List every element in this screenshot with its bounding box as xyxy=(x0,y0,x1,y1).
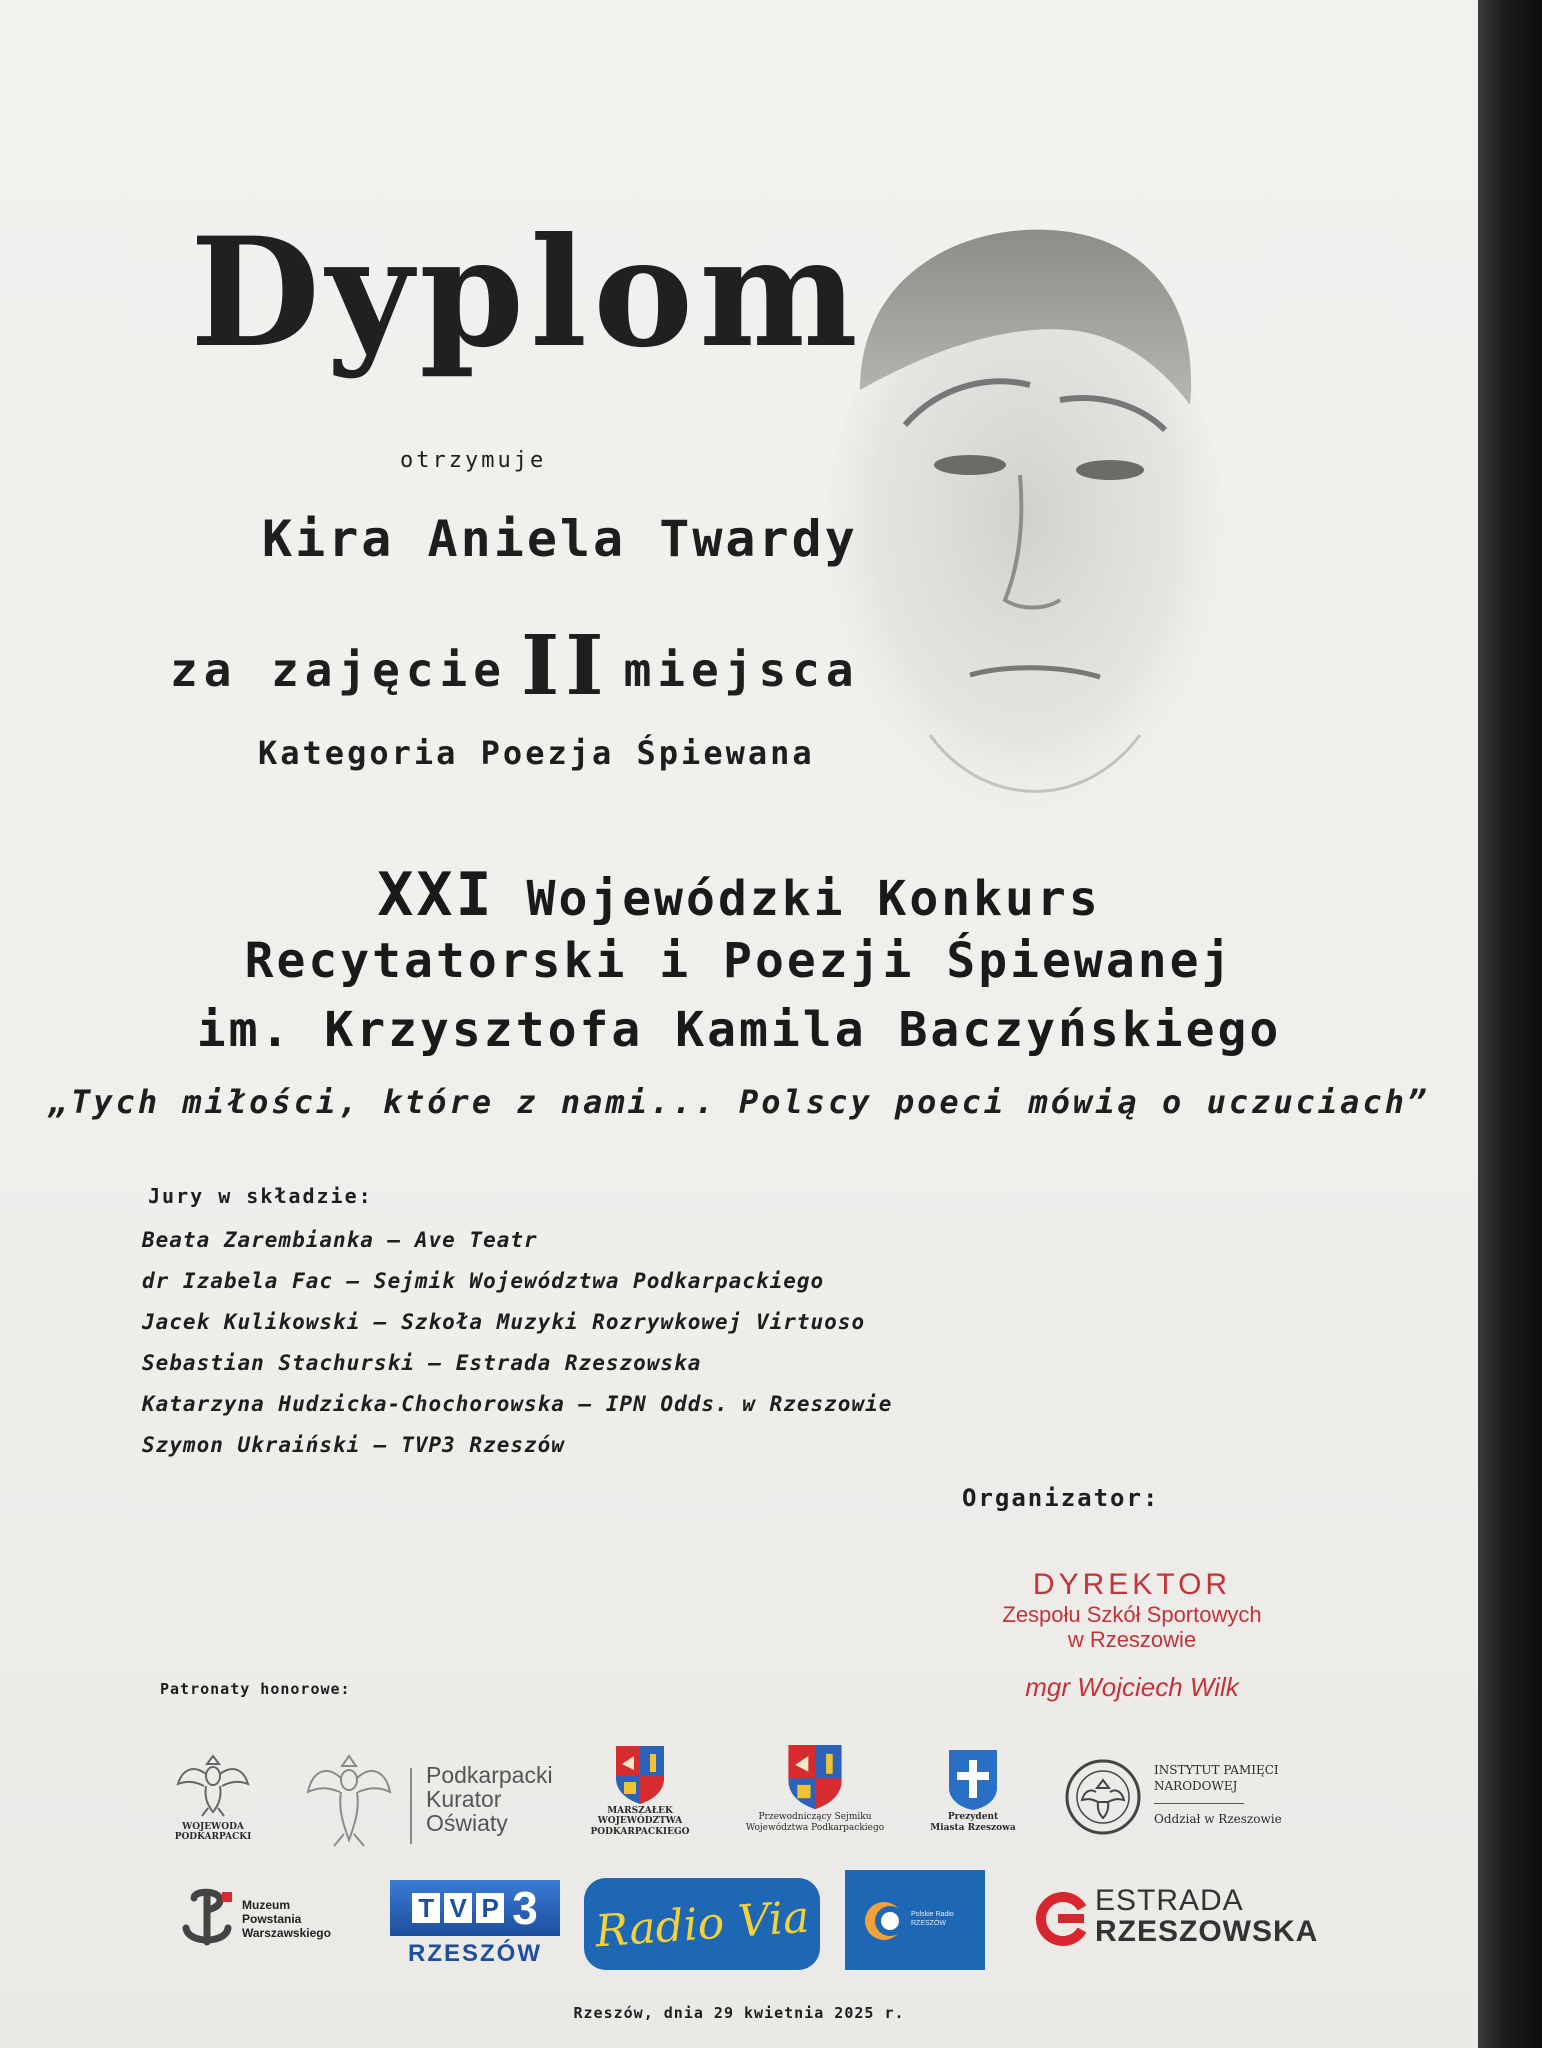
jury-member: Jacek Kulikowski – Szkoła Muzyki Rozrywkowej Virtuoso xyxy=(142,1310,866,1334)
jury-member: Beata Zarembianka – Ave Teatr xyxy=(142,1228,538,1252)
kurator-logo-text xyxy=(426,1763,553,1835)
jury-list xyxy=(142,1228,892,1474)
radio-via-logo xyxy=(584,1878,820,1970)
jury-heading: Jury w składzie: xyxy=(148,1184,373,1208)
tvp-letter: T xyxy=(412,1893,440,1923)
eagle-emblem-icon xyxy=(158,1750,268,1818)
prezydent-caption-2: Miasta Rzeszowa xyxy=(930,1822,1016,1833)
tvp3-logo xyxy=(390,1880,560,1978)
stamp-line-1: DYREKTOR xyxy=(1032,1568,1232,1601)
polskie-radio-logo xyxy=(845,1870,985,1970)
museum-line-1: Muzeum xyxy=(242,1898,290,1912)
patrons-heading: Patronaty honorowe: xyxy=(160,1680,351,1698)
podkarpackie-crest-icon xyxy=(784,1740,846,1812)
sejmik-logo xyxy=(735,1740,895,1834)
estrada-logo-text xyxy=(1095,1886,1318,1947)
estrada-line-1: ESTRADA xyxy=(1095,1884,1244,1917)
jury-member: Sebastian Stachurski – Estrada Rzeszowska xyxy=(142,1351,702,1375)
receives-label: otrzymuje xyxy=(400,448,547,473)
contest-line-1 xyxy=(0,860,1478,930)
sejmik-caption-1: Przewodniczący Sejmiku xyxy=(758,1812,872,1822)
museum-line-2: Powstania xyxy=(242,1911,302,1926)
category-label: Kategoria Poezja Śpiewana xyxy=(258,734,815,772)
kurator-line-2: Kurator xyxy=(426,1786,502,1813)
tvp-city: RZESZÓW xyxy=(408,1940,542,1967)
kurator-divider xyxy=(410,1768,412,1844)
place-number: II xyxy=(520,618,610,714)
kurator-line-3: Oświaty xyxy=(426,1810,508,1837)
prr-text xyxy=(911,1910,954,1928)
marszalek-logo xyxy=(570,1742,710,1837)
ipn-line-2: NARODOWEJ xyxy=(1154,1779,1238,1794)
estrada-line-2: RZESZOWSKA xyxy=(1095,1914,1319,1948)
stamp-line-3: w Rzeszowie xyxy=(1067,1627,1197,1652)
anchor-icon xyxy=(178,1888,236,1950)
organizer-heading: Organizator: xyxy=(962,1484,1160,1512)
prezydent-logo xyxy=(920,1748,1026,1834)
marszalek-caption-1: MARSZAŁEK xyxy=(607,1806,673,1816)
contest-motto: „Tych miłości, które z nami... Polscy poeci mówią o uczuciach” xyxy=(48,1083,1430,1121)
marszalek-caption-3: PODKARPACKIEGO xyxy=(590,1826,690,1837)
museum-logo-text xyxy=(242,1899,331,1940)
museum-line-3: Warszawskiego xyxy=(242,1925,331,1940)
place-prefix: za zajęcie xyxy=(170,643,507,697)
contest-line-2: Recytatorski i Poezji Śpiewanej xyxy=(244,933,1234,989)
radio-via-text: Radio Via xyxy=(593,1891,811,1957)
ipn-branch: Oddział w Rzeszowie xyxy=(1154,1812,1282,1826)
prr-line-1: Polskie Radio xyxy=(911,1911,954,1918)
signer-name: mgr Wojciech Wilk xyxy=(1025,1672,1239,1702)
radio-mark-icon xyxy=(863,1900,905,1942)
ipn-logo-text xyxy=(1154,1762,1279,1794)
ipn-line-1: INSTYTUT PAMIĘCI xyxy=(1154,1763,1279,1777)
frame-edge xyxy=(1478,0,1542,2048)
podkarpackie-crest-icon xyxy=(612,1742,668,1806)
rzeszow-crest-icon xyxy=(947,1748,999,1812)
portrait-image xyxy=(820,215,1240,825)
prr-line-2: RZESZÓW xyxy=(911,1920,946,1928)
wojewoda-caption-2: PODKARPACKI xyxy=(174,1832,252,1843)
tvp-number: 3 xyxy=(512,1882,538,1934)
place-suffix: miejsca xyxy=(623,643,860,697)
jury-member: Katarzyna Hudzicka-Chochorowska – IPN Odds. w Rzeszowie xyxy=(142,1392,893,1416)
sejmik-caption-2: Województwa Podkarpackiego xyxy=(745,1822,885,1833)
wojewoda-logo xyxy=(158,1750,268,1843)
place-and-date: Rzeszów, dnia 29 kwietnia 2025 r. xyxy=(573,2004,905,2022)
eagle-emblem-icon xyxy=(304,1750,394,1850)
kurator-line-1: Podkarpacki xyxy=(426,1762,553,1788)
jury-member: Szymon Ukraiński – TVP3 Rzeszów xyxy=(142,1433,565,1457)
diploma-title: Dyplom xyxy=(190,205,864,381)
ipn-seal-icon xyxy=(1064,1758,1142,1836)
tvp-letter: V xyxy=(444,1893,472,1923)
estrada-mark-icon xyxy=(1036,1892,1090,1946)
ipn-divider xyxy=(1154,1803,1244,1804)
recipient-name: Kira Aniela Twardy xyxy=(262,510,858,568)
contest-edition: XXI xyxy=(377,860,495,930)
prezydent-caption-1: Prezydent xyxy=(947,1812,999,1822)
place-line xyxy=(170,618,860,714)
tvp3-badge xyxy=(390,1880,560,1936)
jury-member: dr Izabela Fac – Sejmik Województwa Podkarpackiego xyxy=(142,1269,825,1293)
marszalek-caption-2: WOJEWÓDZTWA xyxy=(597,1816,683,1827)
wojewoda-caption-1: WOJEWODA xyxy=(182,1822,244,1832)
contest-line-3: im. Krzysztofa Kamila Baczyńskiego xyxy=(196,1002,1282,1058)
tvp-letter: P xyxy=(476,1893,504,1923)
stamp-line-2: Zespołu Szkół Sportowych xyxy=(1002,1602,1262,1627)
contest-line-1-rest: Wojewódzki Konkurs xyxy=(526,871,1101,927)
